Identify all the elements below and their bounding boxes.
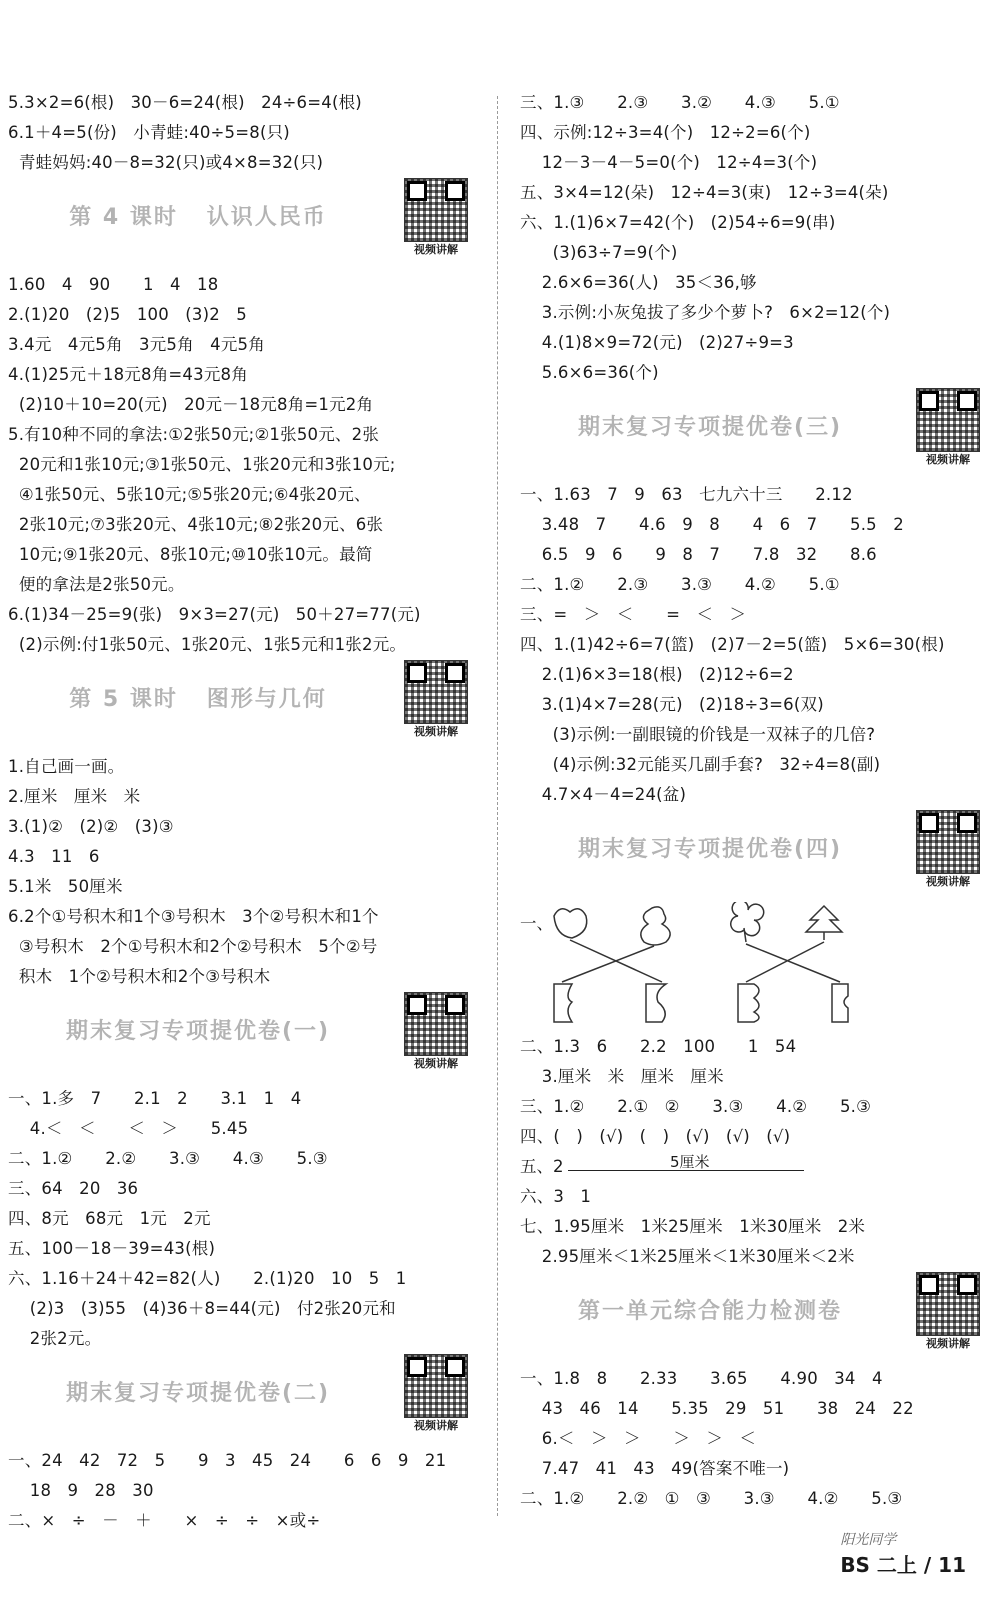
answer-line: 4.7×4－4=24(盆) [520,785,687,804]
answer-line: 3.厘米 米 厘米 厘米 [520,1067,724,1086]
answer-line: 3.示例:小灰兔拔了多少个萝卜? 6×2=12(个) [520,303,891,322]
matching-label: 一、 [520,914,553,933]
column-divider [497,96,498,1516]
line-length-label: 5厘米 [670,1153,710,1171]
answer-line: 43 46 14 5.35 29 51 38 24 22 [520,1399,914,1418]
answer-line: 五、100－18－39=43(根) [8,1239,216,1258]
answer-line: 2.6×6=36(人) 35＜36,够 [520,273,757,292]
answer-line: 6.(1)34－25=9(张) 9×3=27(元) 50＋27=77(元) [8,605,421,624]
qr-code-icon [916,388,980,452]
video-qr[interactable] [402,660,470,740]
brand-label: 阳光同学 [840,1532,897,1548]
video-qr[interactable] [402,178,470,258]
video-qr[interactable] [914,388,982,468]
answer-line: 2张10元;⑦3张20元、4张10元;⑧2张20元、6张 [8,515,384,534]
section-review3-header [520,388,990,480]
answer-line: 二、× ÷ － ＋ × ÷ ÷ ×或÷ [8,1511,321,1530]
half-clover-block-icon [738,984,759,1022]
answer-line: 2.(1)6×3=18(根) (2)12÷6=2 [520,665,794,684]
gourd-shape-icon [641,907,670,945]
answer-line: (4)示例:32元能买几副手套? 32÷4=8(副) [520,755,881,774]
answer-line: 五、3×4=12(朵) 12÷4=3(束) 12÷3=4(朵) [520,183,889,202]
answer-line: 三、64 20 36 [8,1179,139,1198]
line-segment-answer [520,1152,990,1182]
answer-line: (2)示例:付1张50元、1张20元、1张5元和1张2元。 [8,635,407,654]
right-column [520,88,990,1514]
answer-line: 3.(1)4×7=28(元) (2)18÷3=6(双) [520,695,824,714]
answer-line: 一、1.63 7 9 63 七九六十三 2.12 [520,485,853,504]
answer-line: 5.有10种不同的拿法:①2张50元;②1张50元、2张 [8,425,380,444]
answer-line: ④1张50元、5张10元;⑤5张20元;⑥4张20元、 [8,485,371,504]
answer-block [8,88,478,178]
answer-line: 一、1.8 8 2.33 3.65 4.90 34 4 [520,1369,883,1388]
section-title: 第 5 课时 图形与几何 [69,687,327,712]
qr-code-icon [404,1354,468,1418]
answer-line: 5.3×2=6(根) 30－6=24(根) 24÷6=4(根) [8,93,362,112]
answer-line: 六、1.16＋24＋42=82(人) 2.(1)20 10 5 1 [8,1269,407,1288]
answer-block [8,752,478,992]
page-number: BS 二上 / 11 [840,1553,966,1577]
answer-line: 2张2元。 [8,1329,102,1348]
answer-line: 二、1.3 6 2.2 100 1 54 [520,1037,797,1056]
answer-line: 1.60 4 90 1 4 18 [8,275,219,294]
section-title: 期末复习专项提优卷(三) [577,415,843,440]
qr-caption: 视频讲解 [926,1337,970,1350]
answer-line: 四、示例:12÷3=4(个) 12÷2=6(个) [520,123,811,142]
answer-line: (3)示例:一副眼镜的价钱是一双袜子的几倍? [520,725,876,744]
answer-line: 3.(1)② (2)② (3)③ [8,817,174,836]
section-lesson4-header [8,178,478,270]
qr-code-icon [404,178,468,242]
answer-line: 一、1.多 7 2.1 2 3.1 1 4 [8,1089,302,1108]
matching-line [746,944,840,982]
qr-code-icon [404,992,468,1056]
half-apple-block-icon [554,984,572,1022]
left-column [8,88,478,1536]
answer-line: 便的拿法是2张50元。 [8,575,185,594]
section-title: 期末复习专项提优卷(二) [65,1381,331,1406]
matching-svg [542,902,872,1032]
qr-caption: 视频讲解 [926,453,970,466]
half-gourd-block-icon [646,984,666,1022]
answer-line: 6.1＋4=5(份) 小青蛙:40÷5=8(只) [8,123,290,142]
answer-block [8,1446,478,1536]
answer-line: 七、1.95厘米 1米25厘米 1米30厘米 2米 [520,1217,866,1236]
answer-block [8,270,478,660]
qr-caption: 视频讲解 [414,243,458,256]
answer-line: 四、( ) (√) ( ) (√) (√) (√) [520,1127,791,1146]
answer-line: 20元和1张10元;③1张50元、1张20元和3张10元; [8,455,396,474]
answer-line: 6.＜ ＞ ＞ ＞ ＞ ＜ [520,1429,757,1448]
answer-line: 10元;⑨1张20元、8张10元;⑩10张10元。最简 [8,545,373,564]
section-unit1-header [520,1272,990,1364]
answer-line: ③号积木 2个①号积木和2个②号积木 5个②号 [8,937,378,956]
section-title: 第 4 课时 认识人民币 [69,205,327,230]
apple-shape-icon [554,909,587,938]
qr-caption: 视频讲解 [926,875,970,888]
clover-shape-icon [731,902,764,942]
shape-matching-figure [520,902,990,1032]
answer-line: 四、1.(1)42÷6=7(篮) (2)7－2=5(篮) 5×6=30(根) [520,635,945,654]
section-title: 第一单元综合能力检测卷 [577,1299,842,1324]
answer-line: 2.95厘米＜1米25厘米＜1米30厘米＜2米 [520,1247,855,1266]
video-qr[interactable] [914,1272,982,1352]
section-title: 期末复习专项提优卷(一) [65,1019,331,1044]
answer-line: 18 9 28 30 [8,1481,154,1500]
answer-line: 二、1.② 2.③ 3.③ 4.② 5.① [520,575,840,594]
answer-line: (3)63÷7=9(个) [520,243,678,262]
video-qr[interactable] [914,810,982,890]
tree-shape-icon [806,906,842,940]
answer-line: 5.1米 50厘米 [8,877,123,896]
answer-line: 2.厘米 厘米 米 [8,787,141,806]
answer-line: (2)10＋10=20(元) 20元－18元8角=1元2角 [8,395,374,414]
answer-line: 4.(1)25元＋18元8角=43元8角 [8,365,248,384]
qr-caption: 视频讲解 [414,725,458,738]
video-qr[interactable] [402,1354,470,1434]
answer-block [520,88,990,388]
video-qr[interactable] [402,992,470,1072]
section-review1-header [8,992,478,1084]
answer-line: 六、3 1 [520,1187,592,1206]
qr-caption: 视频讲解 [414,1419,458,1432]
answer-line: 三、1.② 2.① ② 3.③ 4.② 5.③ [520,1097,872,1116]
answer-block [520,1182,990,1272]
answer-line: 5.6×6=36(个) [520,363,659,382]
matching-line [562,946,654,982]
qr-code-icon [916,810,980,874]
answer-line: (2)3 (3)55 (4)36＋8=44(元) 付2张20元和 [8,1299,396,1318]
answer-line: 4.(1)8×9=72(元) (2)27÷9=3 [520,333,794,352]
answer-line: 积木 1个②号积木和2个③号积木 [8,967,271,986]
answer-line: 六、1.(1)6×7=42(个) (2)54÷6=9(串) [520,213,836,232]
answer-line: 2.(1)20 (2)5 100 (3)2 5 [8,305,247,324]
answer-line: 四、8元 68元 1元 2元 [8,1209,211,1228]
answer-block [520,1364,990,1514]
section-review4-header [520,810,990,902]
answer-line: 一、24 42 72 5 9 3 45 24 6 6 9 21 [8,1451,447,1470]
answer-line: 3.48 7 4.6 9 8 4 6 7 5.5 2 [520,515,904,534]
answer-line: 7.47 41 43 49(答案不唯一) [520,1459,790,1478]
answer-line: 6.5 9 6 9 8 7 7.8 32 8.6 [520,545,877,564]
section-review2-header [8,1354,478,1446]
qr-caption: 视频讲解 [414,1057,458,1070]
line-label: 五、2 [520,1157,564,1176]
answer-line: 二、1.② 2.② ① ③ 3.③ 4.② 5.③ [520,1489,903,1508]
answer-line: 三、1.③ 2.③ 3.② 4.③ 5.① [520,93,840,112]
page-footer [826,1501,966,1578]
answer-block [520,1032,990,1152]
answer-line: 4.3 11 6 [8,847,100,866]
section-title: 期末复习专项提优卷(四) [577,837,843,862]
answer-line: 1.自己画一画。 [8,757,125,776]
section-lesson5-header [8,660,478,752]
qr-code-icon [404,660,468,724]
answer-line: 4.＜ ＜ ＜ ＞ 5.45 [8,1119,249,1138]
qr-code-icon [916,1272,980,1336]
answer-line: 12－3－4－5=0(个) 12÷4=3(个) [520,153,818,172]
answer-block [8,1084,478,1354]
answer-line: 青蛙妈妈:40－8=32(只)或4×8=32(只) [8,153,324,172]
answer-block [520,480,990,810]
answer-line: 6.2个①号积木和1个③号积木 3个②号积木和1个 [8,907,379,926]
answer-line: 二、1.② 2.② 3.③ 4.③ 5.③ [8,1149,328,1168]
answer-line: 三、= ＞ ＜ = ＜ ＞ [520,605,747,624]
answer-line: 3.4元 4元5角 3元5角 4元5角 [8,335,265,354]
half-tree-block-icon [832,984,848,1022]
